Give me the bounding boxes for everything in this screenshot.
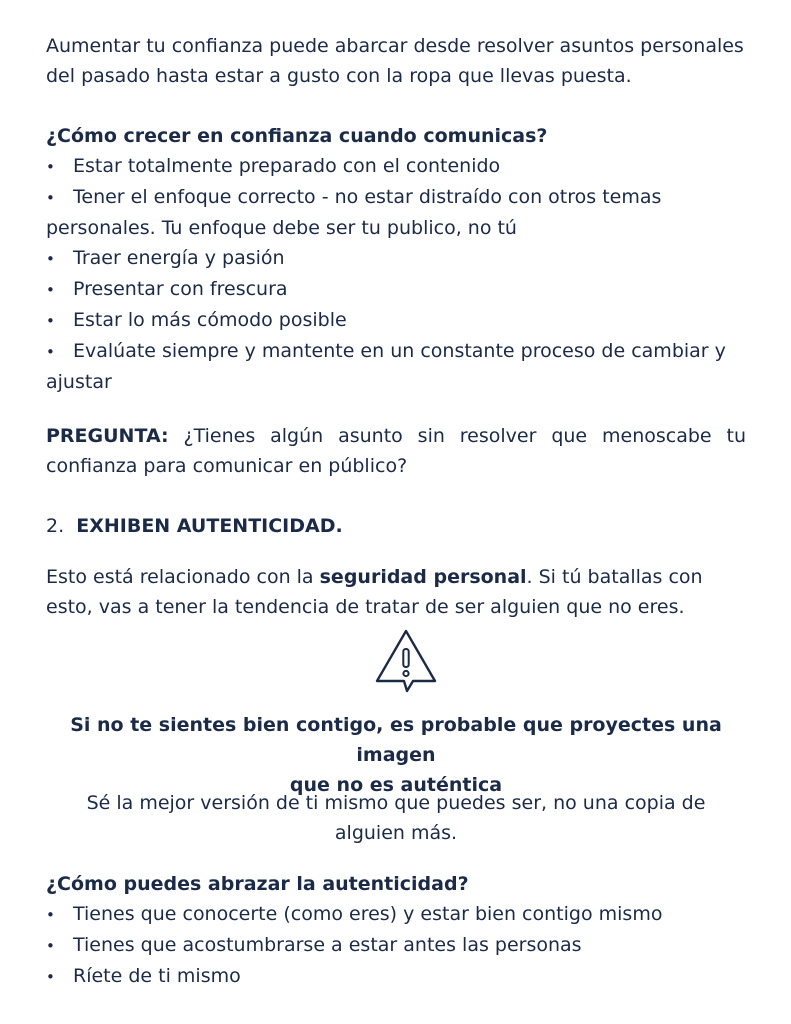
- section-title-text: EXHIBEN AUTENTICIDAD.: [76, 515, 343, 537]
- bullet-icon: •: [46, 281, 55, 299]
- list-item: • Estar totalmente preparado con el contenido: [46, 151, 746, 182]
- authenticity-heading: ¿Cómo puedes abrazar la autenticidad?: [46, 873, 469, 895]
- list-item-continuation: ajustar: [46, 371, 112, 393]
- bullet-icon: •: [46, 158, 55, 176]
- question-paragraph: [46, 421, 746, 481]
- intro-paragraph: Aumentar tu confianza puede abarcar desde resolver asuntos personales del pasado hasta estar a gusto con la ropa que llevas puesta.: [46, 35, 744, 87]
- bullet-icon: •: [46, 250, 55, 268]
- bullet-icon: •: [46, 189, 55, 207]
- section-title: [46, 511, 746, 541]
- question-label: PREGUNTA:: [46, 425, 169, 447]
- section-number: 2.: [46, 515, 65, 537]
- bullet-icon: •: [46, 968, 55, 986]
- bullet-icon: •: [46, 312, 55, 330]
- list-item: • Evalúate siempre y mantente en un constante proceso de cambiar y: [46, 336, 746, 367]
- list-item: • Tienes que acostumbrarse a estar antes las personas: [46, 930, 746, 961]
- bullet-icon: •: [46, 343, 55, 361]
- list-item: • Presentar con frescura: [46, 274, 746, 305]
- list-item-continuation: personales. Tu enfoque debe ser tu publico, no tú: [46, 217, 517, 239]
- list-item: • Tienes que conocerte (como eres) y estar bien contigo mismo: [46, 899, 746, 930]
- confidence-heading: ¿Cómo crecer en confianza cuando comunicas?: [46, 125, 548, 147]
- warning-speech-bubble-icon: [372, 625, 440, 693]
- callout-heading: Si no te sientes bien contigo, es probable que proyectes una imagen que no es auténtica: [70, 714, 722, 796]
- question-text: ¿Tienes algún asunto sin resolver que menoscabe tu confianza para comunicar en público?: [46, 425, 746, 477]
- callout-text: Sé la mejor versión de ti mismo que puedes ser, no una copia de alguien más.: [86, 792, 706, 844]
- list-item: • Tener el enfoque correcto - no estar distraído con otros temas: [46, 182, 746, 213]
- authenticity-paragraph: Esto está relacionado con la seguridad personal. Si tú batallas con esto, vas a tener la tendencia de tratar de ser alguien que no eres.: [46, 566, 703, 618]
- list-item: • Ríete de ti mismo: [46, 961, 746, 992]
- confidence-list: [46, 151, 746, 397]
- list-item: • Estar lo más cómodo posible: [46, 305, 746, 336]
- authenticity-list: [46, 899, 746, 992]
- emphasis-text: seguridad personal: [319, 566, 527, 588]
- list-item: • Traer energía y pasión: [46, 243, 746, 274]
- bullet-icon: •: [46, 937, 55, 955]
- bullet-icon: •: [46, 906, 55, 924]
